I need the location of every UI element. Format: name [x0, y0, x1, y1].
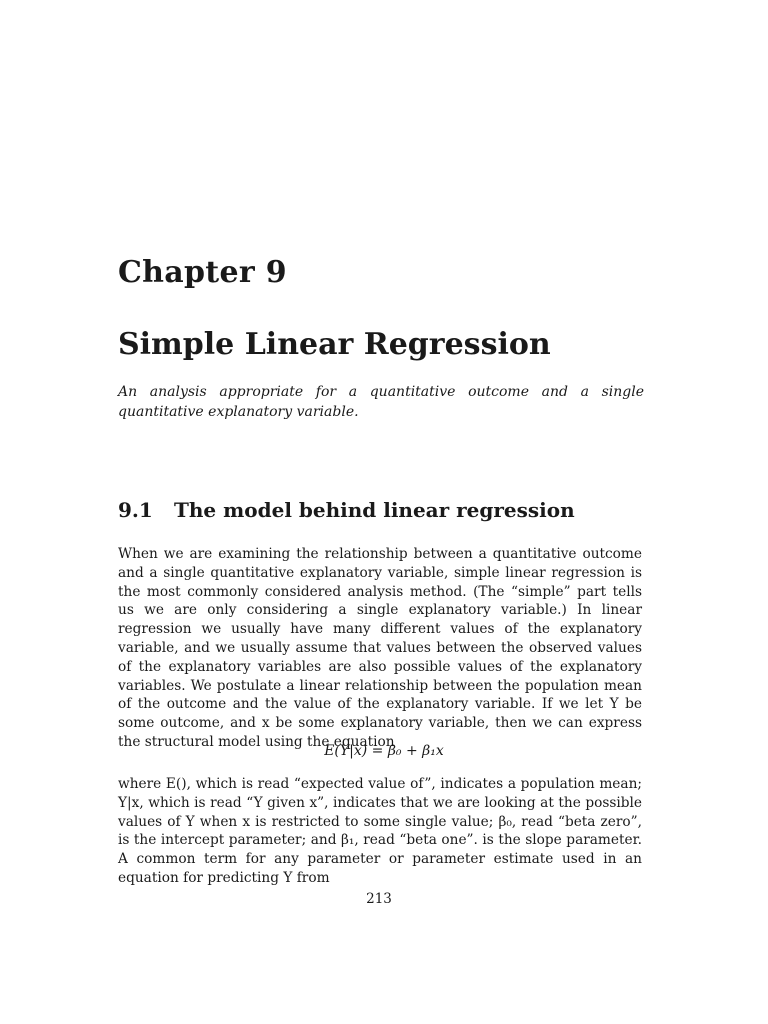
- chapter-title: Simple Linear Regression: [118, 327, 551, 362]
- page-number: 213: [366, 891, 392, 907]
- section-title: The model behind linear regression: [174, 498, 575, 522]
- regression-equation: E(Y|x) = β₀ + β₁x: [324, 743, 444, 759]
- chapter-abstract: An analysis appropriate for a quantitative outcome and a single quantitative explanatory variable.: [118, 384, 644, 420]
- section-number: 9.1: [118, 498, 153, 522]
- chapter-label: Chapter 9: [118, 255, 287, 290]
- body-paragraph: When we are examining the relationship between a quantitative outcome and a single quantitative explanatory variable, simple linear regression is the most commonly considered analysis method. (The “simple” part tells us we are only considering a single explanatory variable.) In linear regression we usually have many different values of the explanatory variable, and we usually assume that values between the observed values of the explanatory variables are also possible values of the explanatory variables. We postulate a linear relationship between the population mean of the outcome and the value of the explanatory variable. If we let Y be some outcome, and x be some explanatory variable, then we can express the structural model using the equation: [118, 546, 642, 750]
- section-heading: [118, 498, 575, 522]
- body-paragraph: where E(), which is read “expected value of”, indicates a population mean; Y|x, which is read “Y given x”, indicates that we are looking at the possible values of Y when x is restricted to some single value; β₀, read “beta zero”, is the intercept parameter; and β₁, read “beta one”. is the slope parameter. A common term for any parameter or parameter estimate used in an equation for predicting Y from: [118, 776, 642, 886]
